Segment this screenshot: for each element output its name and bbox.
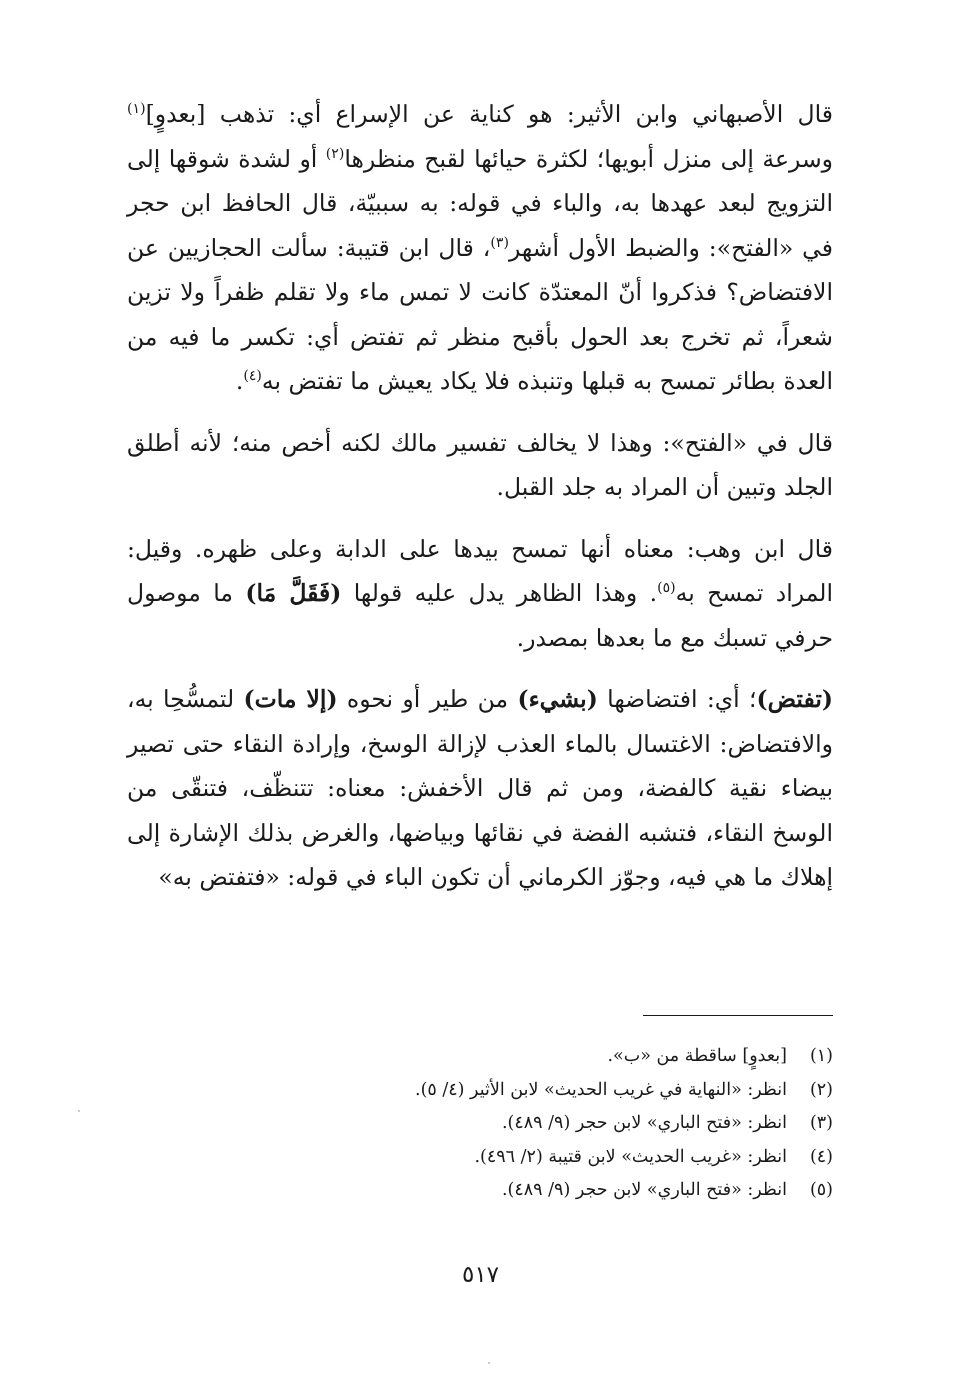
text-run: من طير أو نحوه [337,685,518,713]
footnote-reference: (٣) [490,234,509,251]
footnote-item [127,1174,833,1208]
footnote-number: (٢) [809,1079,833,1100]
footnote-item [127,1141,833,1175]
footnote-text: انظر: «غريب الحديث» لابن قتيبة (٢/ ٤٩٦). [474,1146,787,1167]
text-run: قال الأصبهاني وابن الأثير: هو كناية عن الإسراع أي: تذهب [بعدوٍ] [145,100,833,128]
footnote-number: (١) [809,1046,833,1066]
footnote-item [127,1107,833,1141]
main-text [127,92,833,900]
footnote-item [127,1074,833,1108]
quoted-term: (فَقَلَّ مَا) [245,579,342,607]
footnote-number: (٥) [809,1180,833,1200]
footnote-item [127,1040,833,1074]
footnote-reference: (٥) [657,580,676,597]
footnote-number: (٤) [809,1146,833,1167]
quoted-term: (تفتض) [756,685,834,713]
footnote-separator [643,1015,833,1016]
paragraph [127,527,833,661]
quoted-term: (بشيء) [517,685,598,713]
footnote-text: انظر: «فتح الباري» لابن حجر (٩/ ٤٨٩). [501,1113,787,1133]
text-run: ؛ أي: افتضاضها [597,685,757,713]
footnote-reference: (٤) [243,368,262,385]
text-run: ما موصول حرفي تسبك مع ما بعدها بمصدر. [127,579,833,652]
quoted-term: (إلا مات) [243,685,338,713]
text-run: . وهذا الظاهر يدل عليه قولها [341,579,658,607]
paragraph [127,92,833,404]
paragraph [127,677,833,900]
page-number: ٥١٧ [461,1262,500,1288]
text-run: وسرعة إلى منزل أبويها؛ لكثرة حيائها لقبح منظرها [344,144,833,173]
text-run: لتمسُّحِا به، والافتضاض: الاغتسال بالماء العذب لإزالة الوسخ، وإرادة النقاء حتى تصير بيضاء نقية كالفضة، ومن ثم قال الأخفش: معناه: تتنظّف، فتنقّى من الوسخ النقاء، فتشبه الفضة في نقائها وبياضها، والغرض بذلك الإشارة إلى إهلاك ما هي فيه، وجوّز الكرماني أن تكون الباء في قوله: «فتفتض به» [127,685,833,891]
footnotes-list [127,1040,833,1208]
scan-speck [78,1110,80,1112]
footnote-text: [بعدوٍ] ساقطة من «ب». [607,1046,787,1066]
text-run: . [235,367,244,395]
footnote-text: انظر: «فتح الباري» لابن حجر (٩/ ٤٨٩). [501,1180,787,1200]
paragraph [127,421,833,510]
text-run: ، قال ابن قتيبة: سألت الحجازيين عن الافتضاض؟ فذكروا أنّ المعتدّة كانت لا تمس ماء ولا تقلم ظفراً ولا تزين شعراً، ثم تخرج بعد الحول بأقبح منظر ثم تفتض أي: تكسر ما فيه من العدة بطائر تمسح به قبلها وتنبذه فلا يكاد يعيش ما تفتض به [127,233,833,395]
text-run: قال في «الفتح»: وهذا لا يخالف تفسير مالك لكنه أخص منه؛ لأنه أطلق الجلد وتبين أن المراد به جلد القبل. [127,428,833,501]
scan-speck [488,1362,490,1364]
footnote-text: انظر: «النهاية في غريب الحديث» لابن الأثير (٤/ ٥). [415,1079,787,1100]
footnote-number: (٣) [809,1113,833,1133]
footnote-reference: (٢) [325,145,345,162]
text-run: أو لشدة شوقها إلى التزويج لبعد عهدها به، والباء في قوله: به سببيّة، قال الحافظ ابن حجر في «الفتح»: والضبط الأول أشهر [127,144,833,262]
footnote-reference: (١) [127,101,146,118]
text-run: قال ابن وهب: معناه أنها تمسح بيدها على الدابة وعلى ظهره. وقيل: المراد تمسح به [127,534,833,607]
